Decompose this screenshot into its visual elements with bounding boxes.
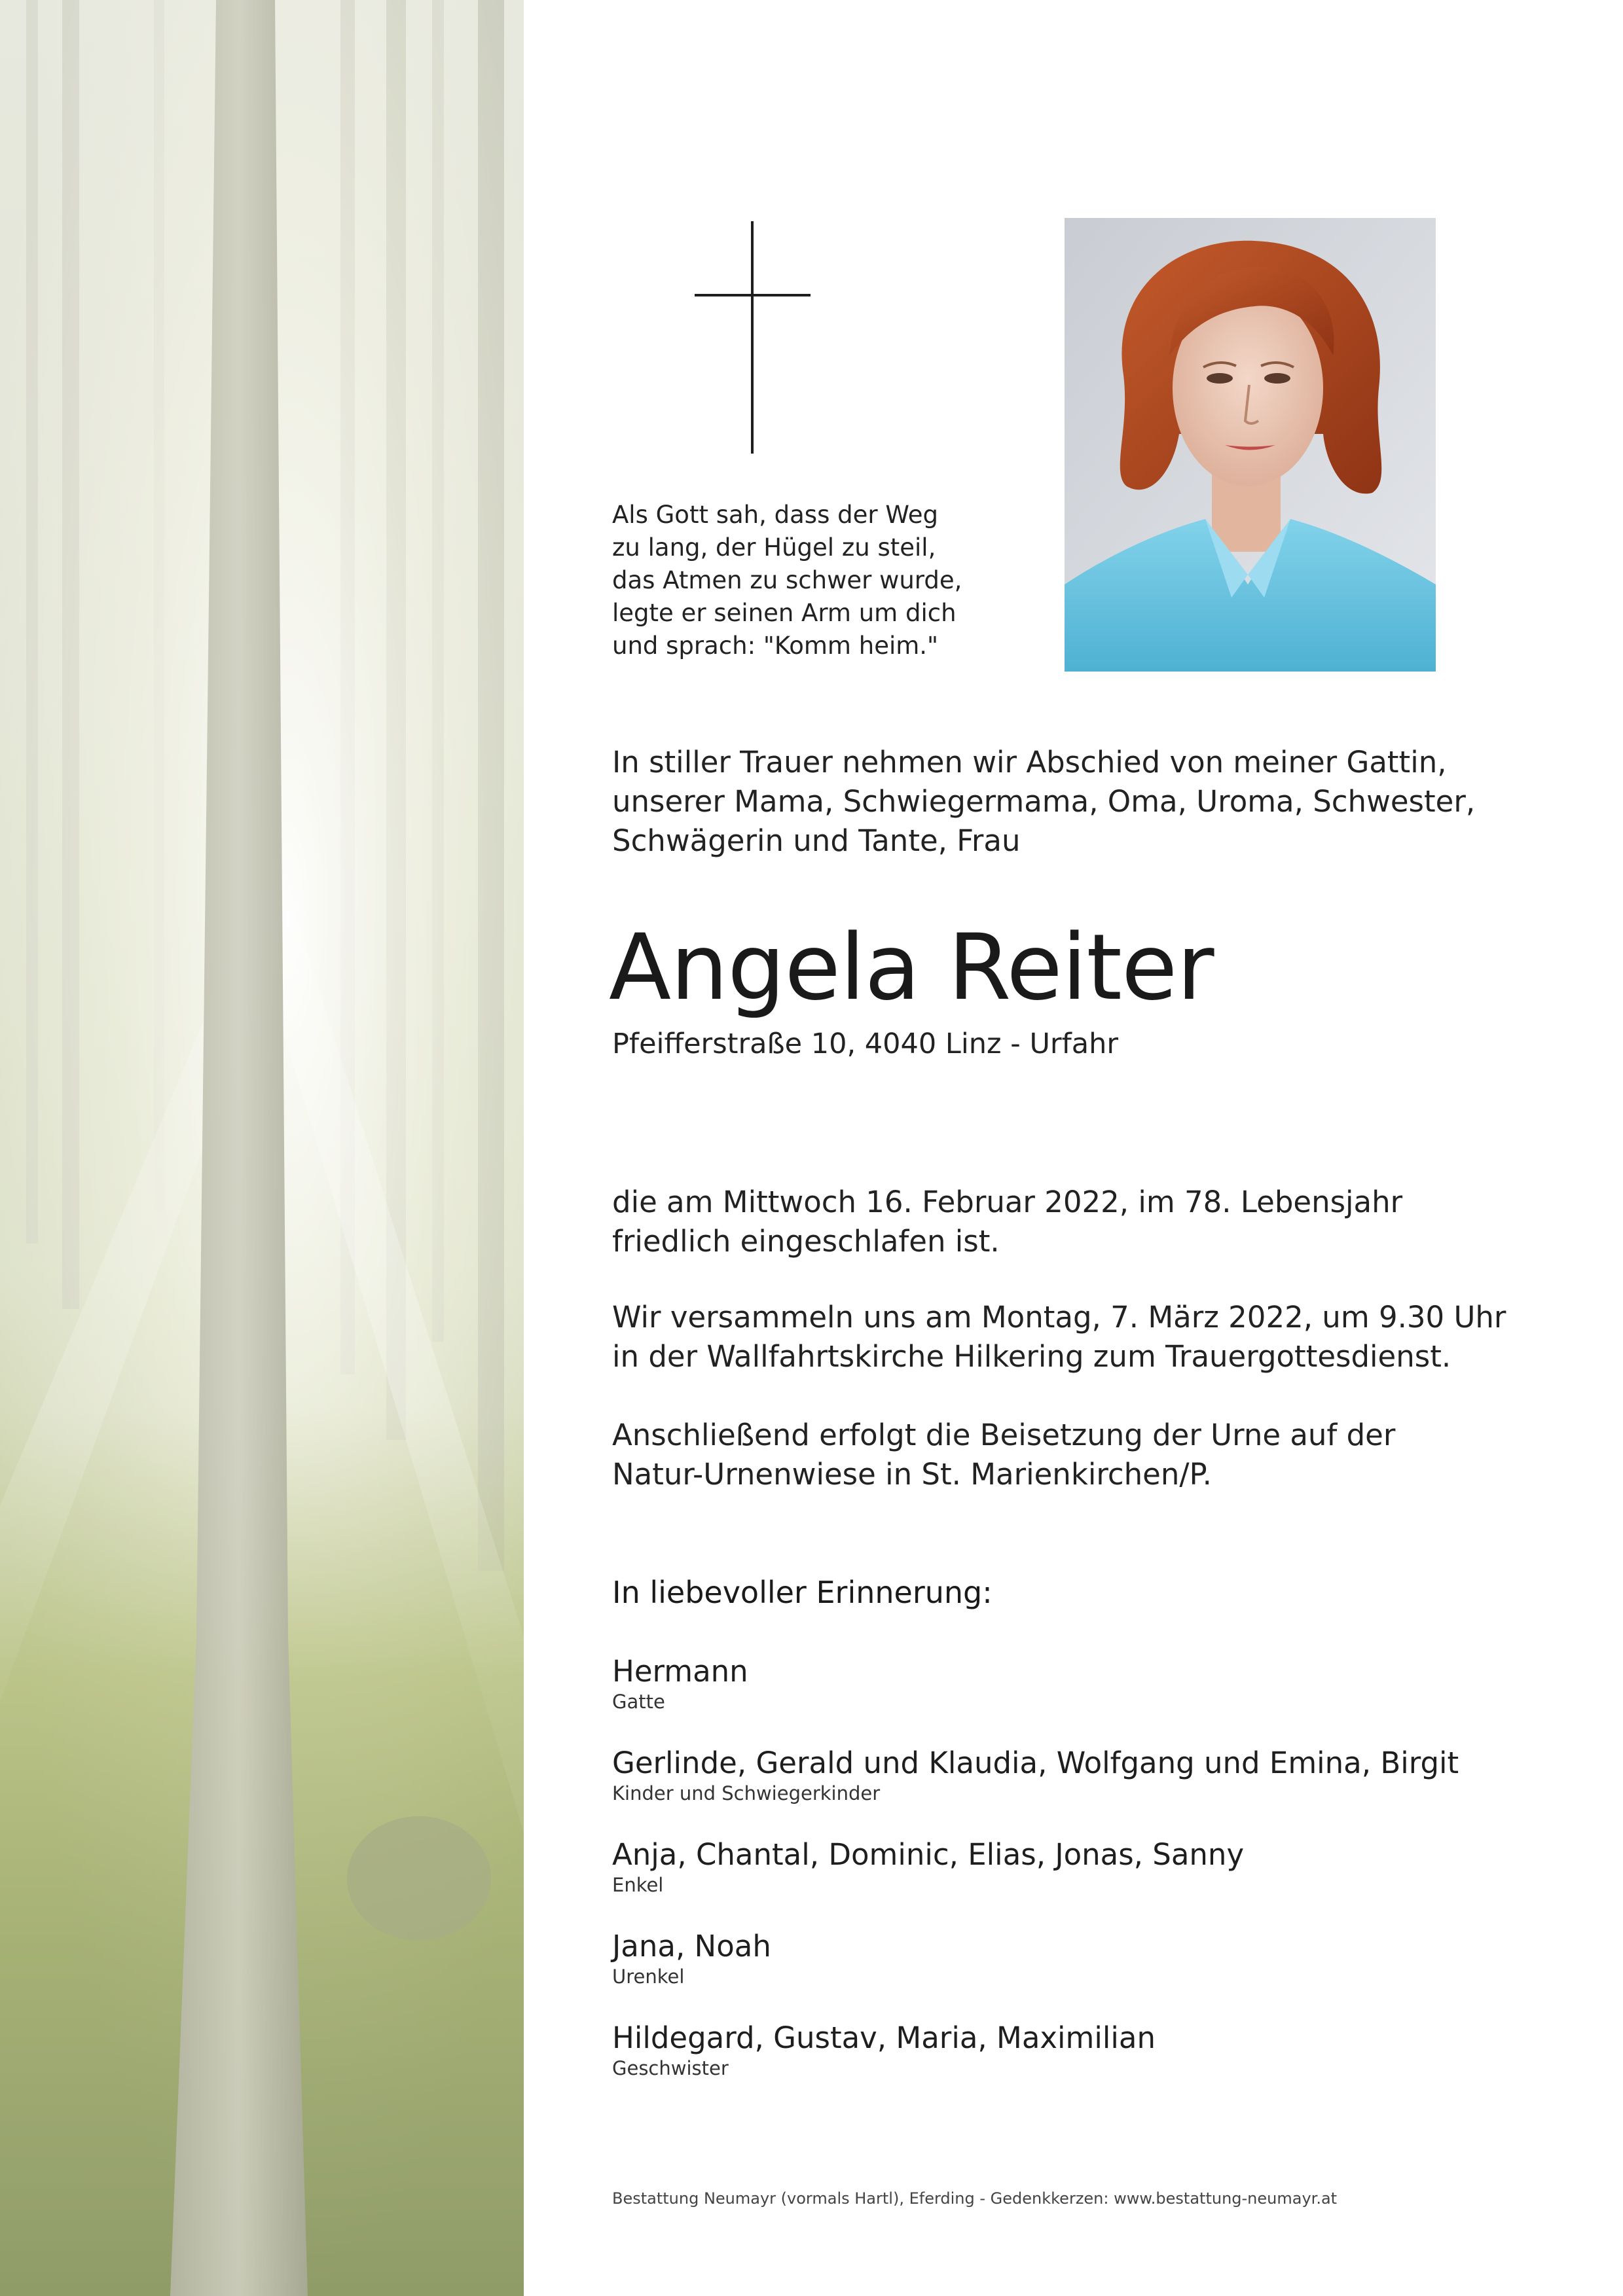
paragraph-line: in der Wallfahrtskirche Hilkering zum Trauergottesdienst. [612,1339,1451,1374]
poem-line: Als Gott sah, dass der Weg [612,501,939,529]
paragraph-line: Anschließend erfolgt die Beisetzung der Urne auf der [612,1418,1396,1452]
mourner-relation: Gatte [612,1691,665,1713]
forest-background-image [0,0,524,2296]
mourner-names: Gerlinde, Gerald und Klaudia, Wolfgang und Emina, Birgit [612,1746,1459,1780]
poem-line: legte er seinen Arm um dich [612,599,957,627]
mourner-names: Hermann [612,1654,748,1689]
deceased-name: Angela Reiter [609,914,1214,1020]
mourner-entry [612,1745,1561,1805]
paragraph-line: die am Mittwoch 16. Februar 2022, im 78. Lebensjahr [612,1185,1403,1219]
mourner-names: Jana, Noah [612,1929,771,1964]
portrait-photo [1065,218,1436,672]
memory-title: In liebevoller Erinnerung: [612,1575,993,1610]
mourner-names: Anja, Chantal, Dominic, Elias, Jonas, Sanny [612,1837,1245,1872]
death-date-paragraph [612,1183,1542,1261]
service-paragraph [612,1298,1542,1376]
poem-line: das Atmen zu schwer wurde, [612,566,962,594]
intro-line: unserer Mama, Schwiegermama, Oma, Uroma, Schwester, [612,784,1476,819]
poem [612,499,979,662]
cross-horizontal-bar [695,294,811,296]
poem-line: zu lang, der Hügel zu steil, [612,533,936,562]
mourner-relation: Kinder und Schwiegerkinder [612,1782,881,1804]
intro-text [612,743,1542,861]
mourner-names: Hildegard, Gustav, Maria, Maximilian [612,2020,1156,2055]
mourner-entry [612,1928,1561,1988]
mourner-relation: Enkel [612,1874,664,1896]
paragraph-line: Wir versammeln uns am Montag, 7. März 2022, um 9.30 Uhr [612,1300,1506,1335]
deceased-address: Pfeifferstraße 10, 4040 Linz - Urfahr [612,1028,1119,1060]
paragraph-line: friedlich eingeschlafen ist. [612,1224,1000,1259]
intro-line: In stiller Trauer nehmen wir Abschied von meiner Gattin, [612,745,1447,780]
paragraph-line: Natur-Urnenwiese in St. Marienkirchen/P. [612,1457,1212,1492]
burial-paragraph [612,1416,1542,1494]
mourner-entry [612,1837,1561,1897]
mourner-relation: Urenkel [612,1965,685,1988]
poem-line: und sprach: "Komm heim." [612,632,939,660]
intro-line: Schwägerin und Tante, Frau [612,823,1021,858]
mourner-entry [612,1653,1561,1713]
mourner-relation: Geschwister [612,2057,729,2079]
cross-vertical-bar [751,221,754,454]
mourner-entry [612,2020,1561,2080]
footer-funeral-home: Bestattung Neumayr (vormals Hartl), Eferding - Gedenkkerzen: www.bestattung-neumayr.at [612,2189,1338,2208]
